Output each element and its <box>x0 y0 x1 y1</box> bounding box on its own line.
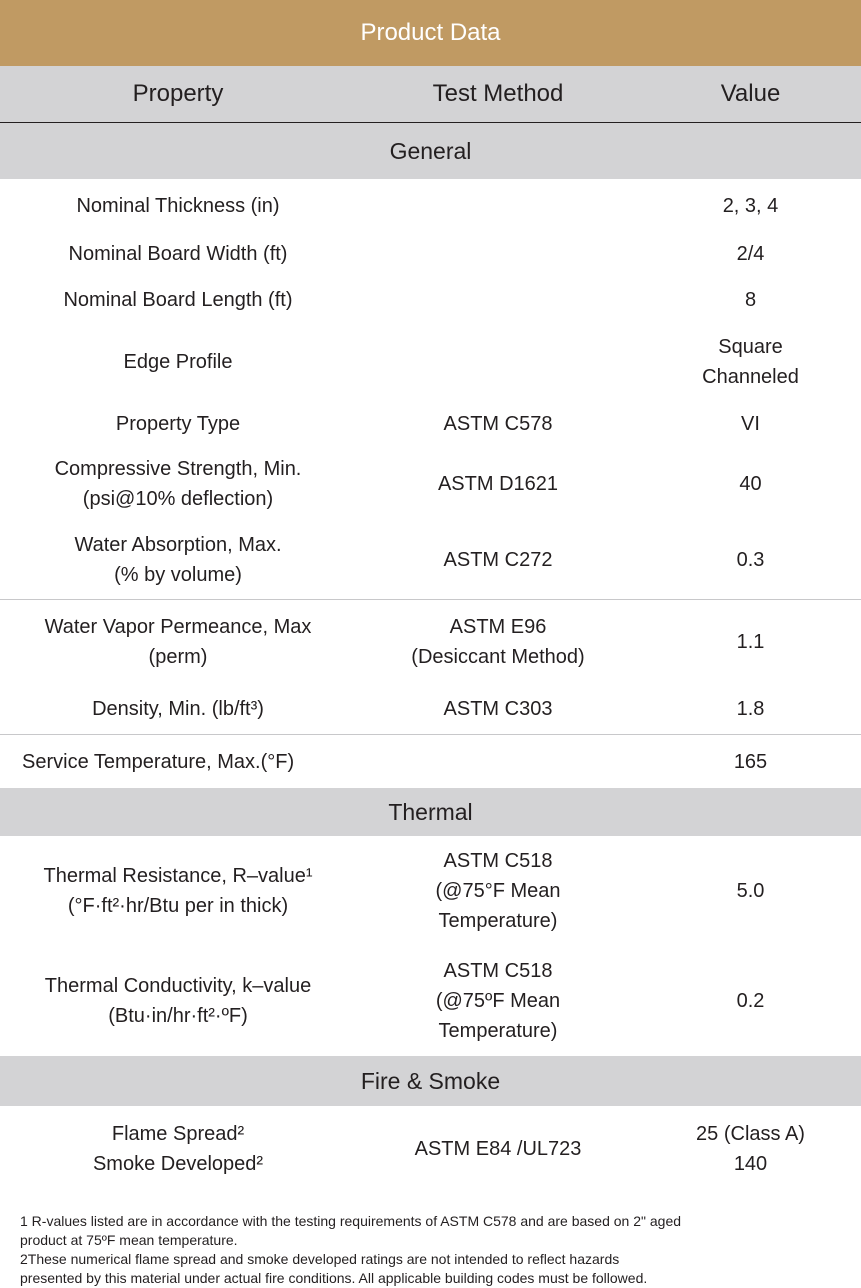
value-cell: 40 <box>739 473 762 495</box>
footnote-2: 2These numerical flame spread and smoke developed ratings are not intended to reflect hazards presented by this material under actual fire conditions. All applicable building codes must be followed. <box>20 1251 648 1286</box>
table-row <box>0 447 861 521</box>
table-row <box>0 946 861 1056</box>
property-cell: Edge Profile <box>123 351 233 373</box>
property-cell: Property Type <box>115 413 241 435</box>
value-cell: Square Channeled <box>702 336 799 388</box>
header-test-method: Test Method <box>432 80 564 107</box>
table-row <box>0 401 861 447</box>
section-fire-smoke: Fire & Smoke <box>0 1056 861 1106</box>
footnote-1: 1 R-values listed are in accordance with the testing requirements of ASTM C578 and are based on 2" aged product at 75ºF mean temperature. <box>20 1213 682 1248</box>
property-cell: Water Vapor Permeance, Max (perm) <box>44 616 312 668</box>
value-cell: 0.2 <box>736 990 765 1012</box>
value-cell: 8 <box>744 289 757 311</box>
property-cell: Compressive Strength, Min. (psi@10% deflection) <box>54 458 302 510</box>
method-cell: ASTM C578 <box>443 413 553 435</box>
table-row <box>0 836 861 946</box>
table-header <box>0 66 861 123</box>
table-row <box>0 323 861 401</box>
footnotes <box>0 1192 861 1288</box>
method-cell: ASTM E96 (Desiccant Method) <box>411 616 585 668</box>
value-cell: 2/4 <box>736 243 765 265</box>
table-row <box>0 599 861 684</box>
property-cell: Water Absorption, Max. (% by volume) <box>74 534 282 586</box>
header-property: Property <box>132 80 224 107</box>
property-cell: Nominal Board Length (ft) <box>63 289 293 311</box>
table-row <box>0 684 861 734</box>
header-value: Value <box>720 80 781 107</box>
table-row <box>0 1106 861 1192</box>
table-row <box>0 231 861 277</box>
method-cell: ASTM C272 <box>443 549 553 571</box>
table-row <box>0 734 861 788</box>
section-thermal: Thermal <box>0 788 861 836</box>
value-cell: 25 (Class A) 140 <box>696 1123 805 1175</box>
value-cell: 1.8 <box>736 698 765 720</box>
value-cell: 0.3 <box>736 549 765 571</box>
value-cell: 5.0 <box>736 880 765 902</box>
table-row <box>0 521 861 599</box>
method-cell: ASTM C518 (@75ºF Mean Temperature) <box>435 960 561 1042</box>
value-cell: 2, 3, 4 <box>722 195 779 217</box>
method-cell: ASTM C518 (@75°F Mean Temperature) <box>435 850 561 932</box>
method-cell: ASTM C303 <box>443 698 553 720</box>
table-row <box>0 181 861 231</box>
table-title: Product Data <box>0 0 861 66</box>
property-cell: Density, Min. (lb/ft³) <box>92 698 264 720</box>
property-cell: Thermal Resistance, R–value¹ (°F·ft²·hr/Btu per in thick) <box>43 865 313 917</box>
property-cell: Nominal Thickness (in) <box>76 195 280 217</box>
method-cell: ASTM E84 /UL723 <box>414 1138 582 1160</box>
value-cell: VI <box>741 413 760 435</box>
property-cell: Service Temperature, Max.(°F) <box>22 750 295 773</box>
table-row <box>0 277 861 323</box>
method-cell: ASTM D1621 <box>437 473 559 495</box>
property-cell: Thermal Conductivity, k–value (Btu·in/hr·ft²·ºF) <box>44 975 312 1027</box>
value-cell: 165 <box>733 750 768 773</box>
value-cell: 1.1 <box>736 631 765 653</box>
property-cell: Flame Spread² Smoke Developed² <box>92 1123 264 1175</box>
property-cell: Nominal Board Width (ft) <box>68 243 288 265</box>
section-general: General <box>0 123 861 179</box>
